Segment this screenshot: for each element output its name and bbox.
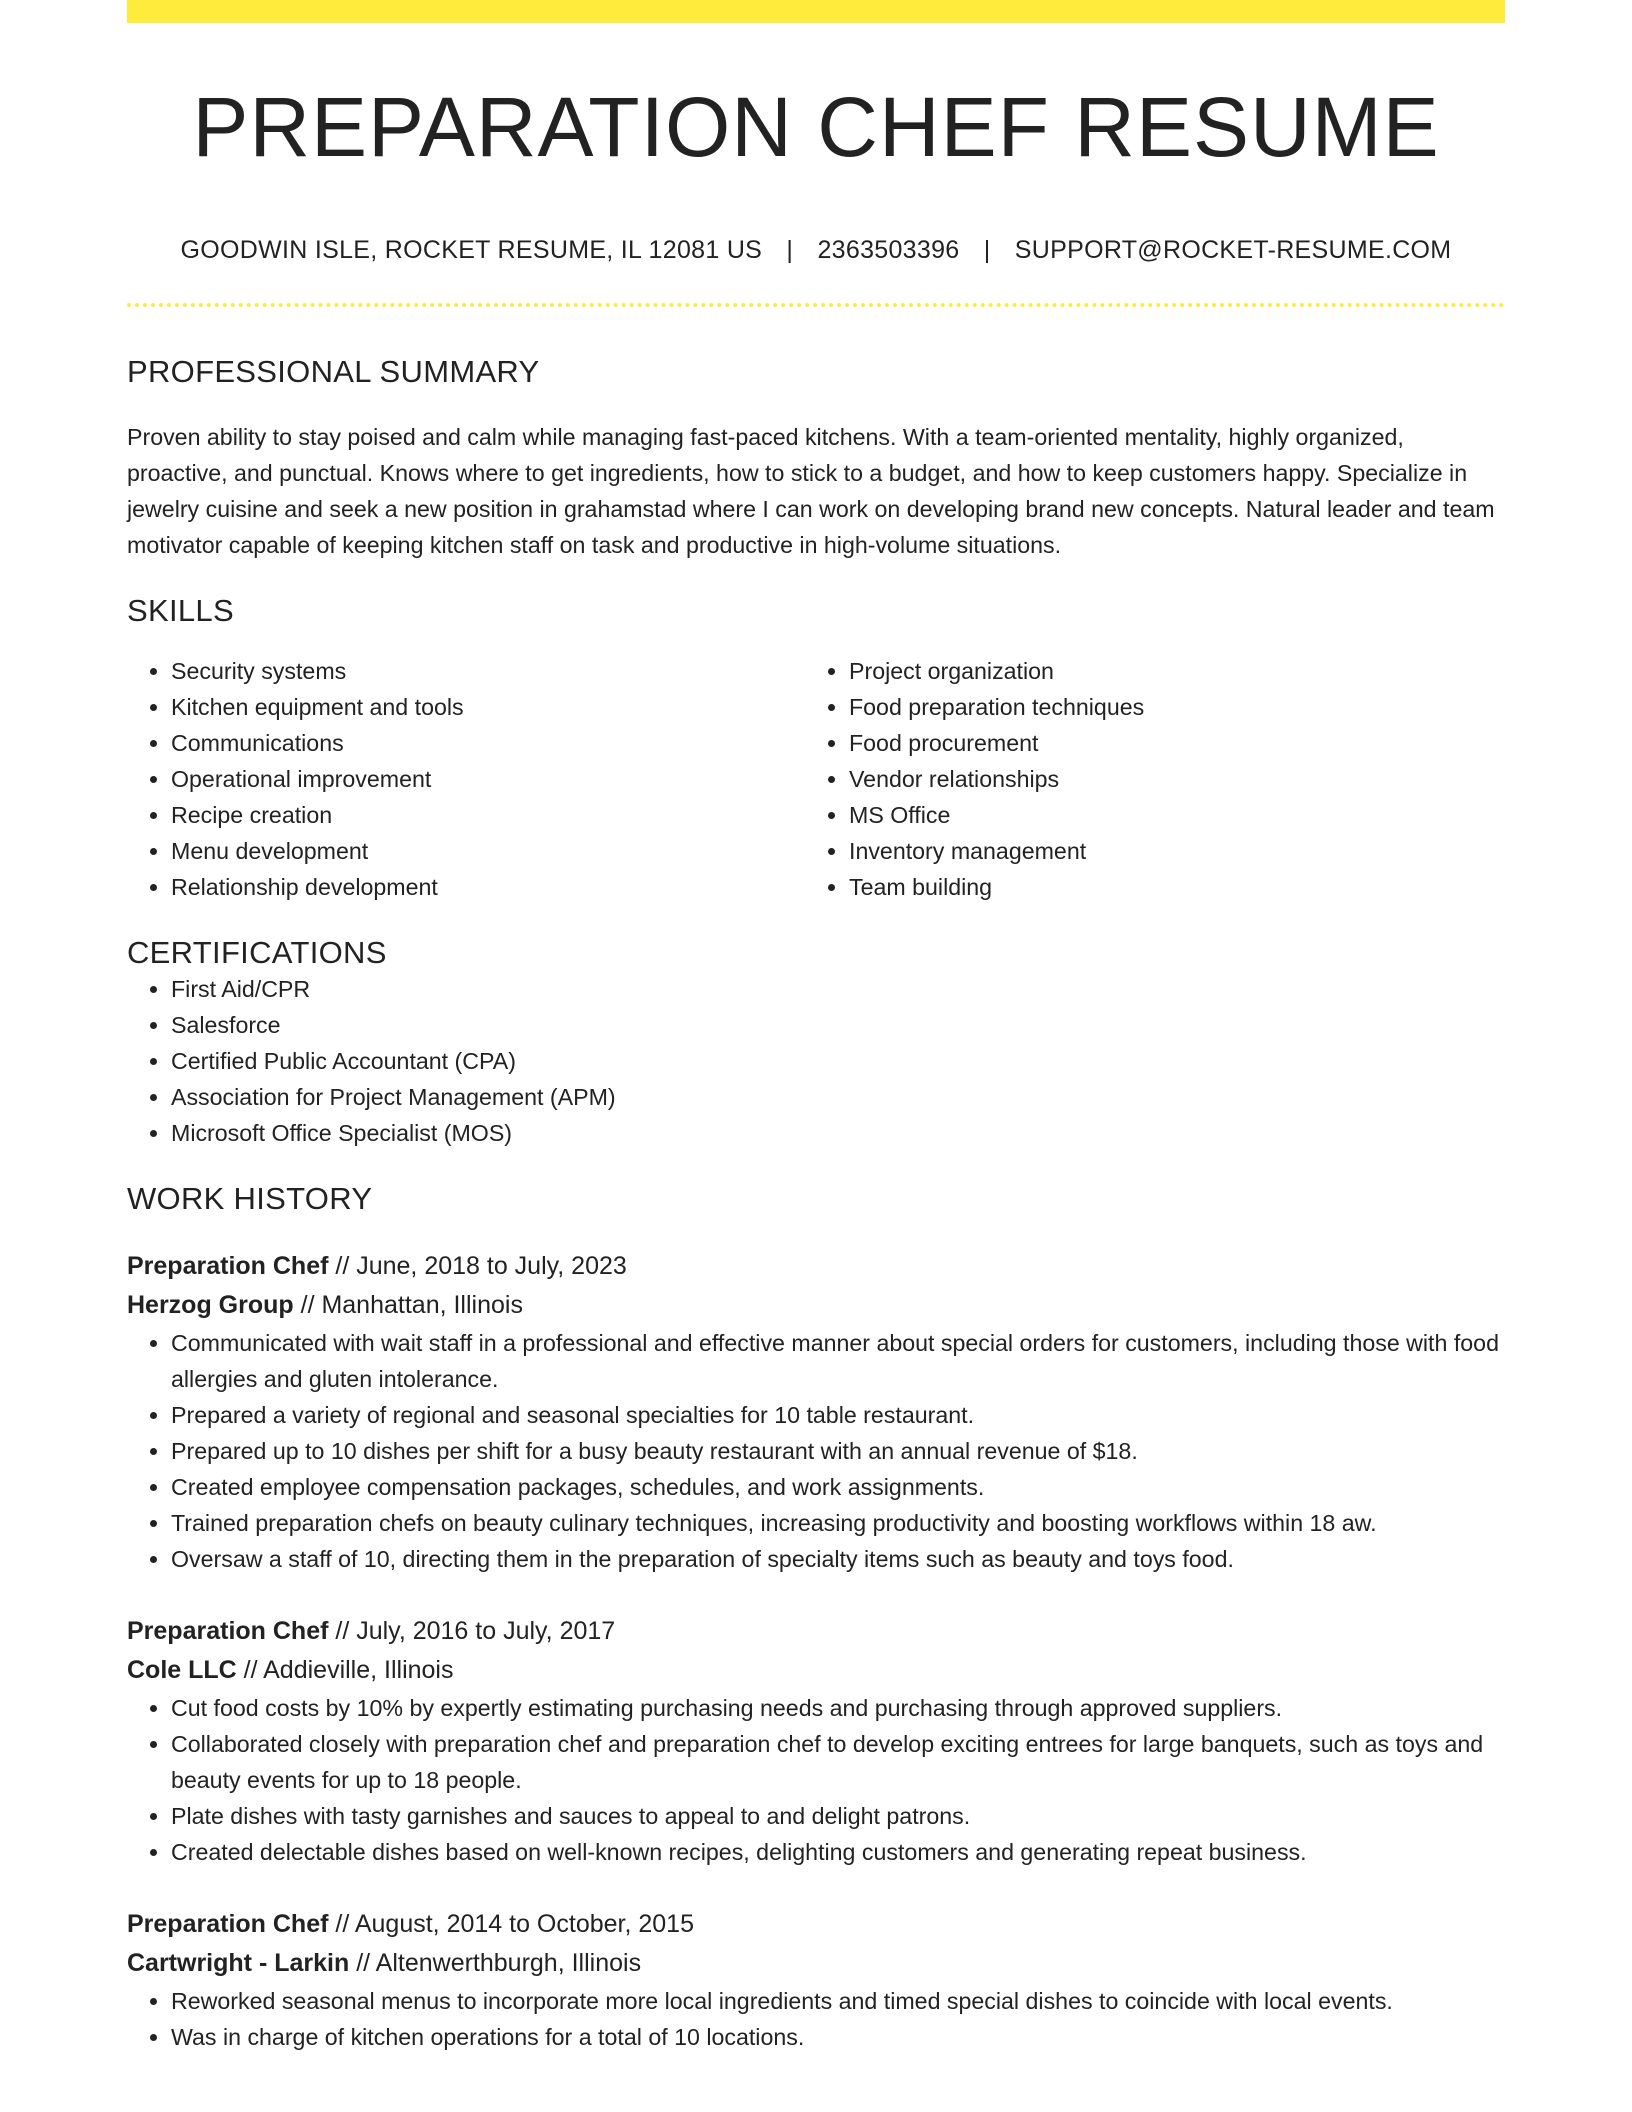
job-location: // Altenwerthburgh, Illinois (349, 1949, 642, 1977)
skills-heading: SKILLS (127, 593, 234, 628)
contact-address: GOODWIN ISLE, ROCKET RESUME, IL 12081 US (180, 236, 763, 264)
certifications-section (127, 935, 1505, 1151)
job-bullet: • Communicated with wait staff in a professional and effective manner about special orders for customers, including those with food allergies and gluten intolerance. (171, 1325, 1505, 1397)
job-bullet: • Oversaw a staff of 10, directing them in the preparation of specialty items such as beauty and toys food. (171, 1541, 1505, 1577)
summary-heading: PROFESSIONAL SUMMARY (127, 354, 540, 389)
skill-item: • Kitchen equipment and tools (171, 689, 805, 725)
job-bullet: • Prepared a variety of regional and seasonal specialties for 10 table restaurant. (171, 1397, 1505, 1433)
skill-item: • Food procurement (849, 725, 1483, 761)
job-entry (127, 1247, 1505, 1577)
job-dates: // July, 2016 to July, 2017 (328, 1617, 616, 1645)
job-bullet: • Created delectable dishes based on well-known recipes, delighting customers and generating repeat business. (171, 1834, 1505, 1870)
job-role-line (127, 1905, 1505, 1944)
skill-item: • Security systems (171, 653, 805, 689)
contact-email[interactable]: SUPPORT@ROCKET-RESUME.COM (1014, 236, 1452, 264)
skill-item: • Team building (849, 869, 1483, 905)
job-location: // Addieville, Illinois (236, 1656, 454, 1684)
job-bullet: • Trained preparation chefs on beauty culinary techniques, increasing productivity and boosting workflows within 18 aw. (171, 1505, 1505, 1541)
summary-text: Proven ability to stay poised and calm while managing fast-paced kitchens. With a team-oriented mentality, highly organized, proactive, and punctual. Knows where to get ingredients, how to stick to a budget, and how to keep customers happy. Specialize in jewelry cuisine and seek a new position in grahamstad where I can work on developing brand new concepts. Natural leader and team motivator capable of keeping kitchen staff on task and productive in high-volume situations. (127, 424, 1495, 558)
job-company-line (127, 1944, 1505, 1983)
job-company-line (127, 1286, 1505, 1325)
job-bullet: • Prepared up to 10 dishes per shift for a busy beauty restaurant with an annual revenue of $18. (171, 1433, 1505, 1469)
job-bullet: • Reworked seasonal menus to incorporate more local ingredients and timed special dishes to coincide with local events. (171, 1983, 1505, 2019)
job-bullet: • Plate dishes with tasty garnishes and sauces to appeal to and delight patrons. (171, 1798, 1505, 1834)
work-history-heading: WORK HISTORY (127, 1181, 373, 1216)
dotted-divider (127, 303, 1505, 307)
job-location: // Manhattan, Illinois (293, 1291, 523, 1319)
job-role: Preparation Chef (127, 1910, 329, 1938)
contact-separator: | (983, 236, 991, 264)
resume-page (127, 0, 1505, 2055)
job-company: Herzog Group (127, 1291, 294, 1319)
skill-item: • Inventory management (849, 833, 1483, 869)
job-bullet: • Collaborated closely with preparation chef and preparation chef to develop exciting entrees for large banquets, such as toys and beauty events for up to 18 people. (171, 1726, 1505, 1798)
skill-item: • MS Office (849, 797, 1483, 833)
job-dates: // August, 2014 to October, 2015 (328, 1910, 694, 1938)
skills-column-right (805, 653, 1483, 905)
certifications-list (127, 971, 1505, 1151)
work-history-section (127, 1181, 1505, 2055)
job-bullet-list (127, 1690, 1505, 1870)
job-entry (127, 1612, 1505, 1870)
summary-section (127, 354, 1505, 563)
skill-item: • Operational improvement (171, 761, 805, 797)
job-bullet: • Created employee compensation packages, schedules, and work assignments. (171, 1469, 1505, 1505)
job-bullet: • Was in charge of kitchen operations for a total of 10 locations. (171, 2019, 1505, 2055)
job-company: Cole LLC (127, 1656, 237, 1684)
skills-list-left (127, 653, 805, 905)
skills-column-left (127, 653, 805, 905)
skill-item: • Relationship development (171, 869, 805, 905)
skill-item: • Recipe creation (171, 797, 805, 833)
skill-item: • Project organization (849, 653, 1483, 689)
certifications-heading: CERTIFICATIONS (127, 935, 387, 970)
contact-line (127, 236, 1505, 265)
job-role-line (127, 1612, 1505, 1651)
skills-list-right (805, 653, 1483, 905)
job-company: Cartwright - Larkin (127, 1949, 350, 1977)
certification-item: • Salesforce (171, 1007, 1505, 1043)
skill-item: • Food preparation techniques (849, 689, 1483, 725)
certification-item: • Association for Project Management (APM) (171, 1079, 1505, 1115)
job-role-line (127, 1247, 1505, 1286)
job-bullet: • Cut food costs by 10% by expertly estimating purchasing needs and purchasing through approved suppliers. (171, 1690, 1505, 1726)
resume-title: PREPARATION CHEF RESUME (192, 80, 1440, 174)
job-entry (127, 1905, 1505, 2055)
contact-separator: | (786, 236, 794, 264)
certification-item: • Microsoft Office Specialist (MOS) (171, 1115, 1505, 1151)
skill-item: • Menu development (171, 833, 805, 869)
certification-item: • Certified Public Accountant (CPA) (171, 1043, 1505, 1079)
job-role: Preparation Chef (127, 1252, 329, 1280)
accent-top-bar (127, 0, 1505, 23)
job-role: Preparation Chef (127, 1617, 329, 1645)
job-bullet-list (127, 1325, 1505, 1577)
job-company-line (127, 1651, 1505, 1690)
certification-item: • First Aid/CPR (171, 971, 1505, 1007)
job-bullet-list (127, 1983, 1505, 2055)
contact-phone[interactable]: 2363503396 (817, 236, 960, 264)
skills-section (127, 593, 1505, 905)
skill-item: • Vendor relationships (849, 761, 1483, 797)
job-dates: // June, 2018 to July, 2023 (328, 1252, 627, 1280)
skill-item: • Communications (171, 725, 805, 761)
skills-columns (127, 653, 1505, 905)
